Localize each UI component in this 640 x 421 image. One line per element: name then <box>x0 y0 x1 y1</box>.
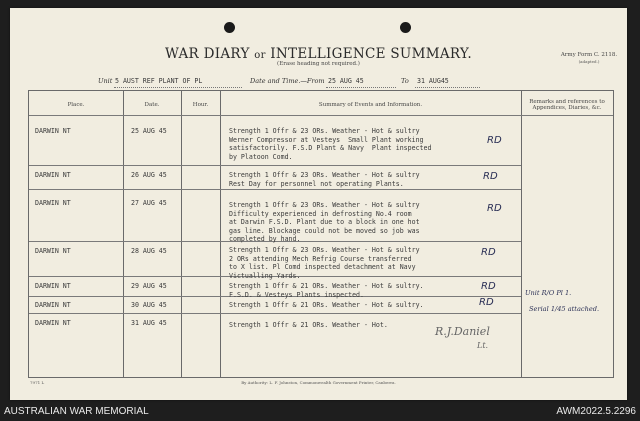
row-date: 31 AUG 45 <box>131 319 167 327</box>
army-form-sub: (adapted.) <box>578 59 600 64</box>
row-summary: Strength 1 Offr & 21 ORs. Weather - Hot. <box>229 321 388 329</box>
row-date: 27 AUG 45 <box>131 199 167 207</box>
punch-hole <box>224 22 235 33</box>
signature: R.J.Daniel <box>435 325 490 338</box>
form-title: WAR DIARY or INTELLIGENCE SUMMARY. <box>164 46 472 62</box>
header-remarks: Remarks and references to Appendices, Diaries, &c. <box>529 99 605 111</box>
header-summary: Summary of Events and Information. <box>318 102 423 108</box>
row-summary: Strength 1 Offr & 23 ORs. Weather - Hot & sultry 2 ORs attending Mech Refrig Course transferred to X list. Pl Comd inspected detachment at Navy Victualling Yards. <box>229 246 420 280</box>
header-date: Date. <box>144 102 160 108</box>
row-place: DARWIN NT <box>35 199 71 207</box>
signature-rank: Lt. <box>477 341 489 350</box>
form-code: 7971 L <box>30 380 45 385</box>
row-summary: Strength 1 Offr & 23 ORs. Weather - Hot & sultry Werner Compressor at Vesteys Small Plant working satisfactorily. F.S.D Plant & Navy Plant inspected by Platoon Comd. <box>229 127 432 161</box>
header-place: Place. <box>67 102 85 108</box>
row-initials: RD <box>487 135 502 146</box>
row-initials: RD <box>479 297 494 308</box>
diary-sheet <box>10 8 627 400</box>
header-hour: Hour. <box>192 102 209 108</box>
from-date: 25 AUG 45 <box>328 77 364 85</box>
row-date: 29 AUG 45 <box>131 282 167 290</box>
row-summary: Strength 1 Offr & 21 ORs. Weather - Hot & sultry. F.S.D. & Vesteys Plants inspected. <box>229 282 424 299</box>
row-initials: RD <box>481 247 496 258</box>
row-summary: Strength 1 Offr & 23 ORs. Weather - Hot & sultry Rest Day for personnel not operating Plants. <box>229 171 420 188</box>
row-place: DARWIN NT <box>35 301 71 309</box>
row-summary: Strength 1 Offr & 23 ORs. Weather - Hot & sultry Difficulty experienced in defrosting No.4 room at Darwin F.S.D. Plant due to a block in one hot gas line. Blockage could not be moved so job was completed by hand. <box>229 201 420 243</box>
row-summary: Strength 1 Offr & 21 ORs. Weather - Hot & sultry. <box>229 301 424 309</box>
to-label: To <box>401 77 409 85</box>
army-form-number: Army Form C. 2118. <box>560 52 618 58</box>
to-date: 31 AUG45 <box>417 77 449 85</box>
row-initials: RD <box>481 281 496 292</box>
row-place: DARWIN NT <box>35 247 71 255</box>
row-place: DARWIN NT <box>35 282 71 290</box>
archive-reference: AWM2022.5.2296 <box>556 406 636 417</box>
row-date: 28 AUG 45 <box>131 247 167 255</box>
punch-hole <box>400 22 411 33</box>
row-initials: RD <box>487 203 502 214</box>
form-subtitle: (Erase heading not required.) <box>277 61 360 67</box>
row-date: 25 AUG 45 <box>131 127 167 135</box>
remark-note: Unit R/O Pl 1. <box>525 289 572 297</box>
row-place: DARWIN NT <box>35 319 71 327</box>
remark-note: Serial 1/45 attached. <box>529 305 600 313</box>
printer-authority: By Authority: L. F. Johnston, Commonwealth Government Printer, Canberra. <box>241 380 396 385</box>
unit-label: Unit <box>98 77 113 85</box>
row-place: DARWIN NT <box>35 127 71 135</box>
row-place: DARWIN NT <box>35 171 71 179</box>
row-initials: RD <box>483 171 498 182</box>
unit-value: 5 AUST REF PLANT OF PL <box>115 77 203 85</box>
archive-caption: AUSTRALIAN WAR MEMORIAL <box>4 406 149 417</box>
date-label: Date and Time.—From <box>250 77 325 85</box>
row-date: 26 AUG 45 <box>131 171 167 179</box>
row-date: 30 AUG 45 <box>131 301 167 309</box>
diary-table <box>28 90 614 378</box>
